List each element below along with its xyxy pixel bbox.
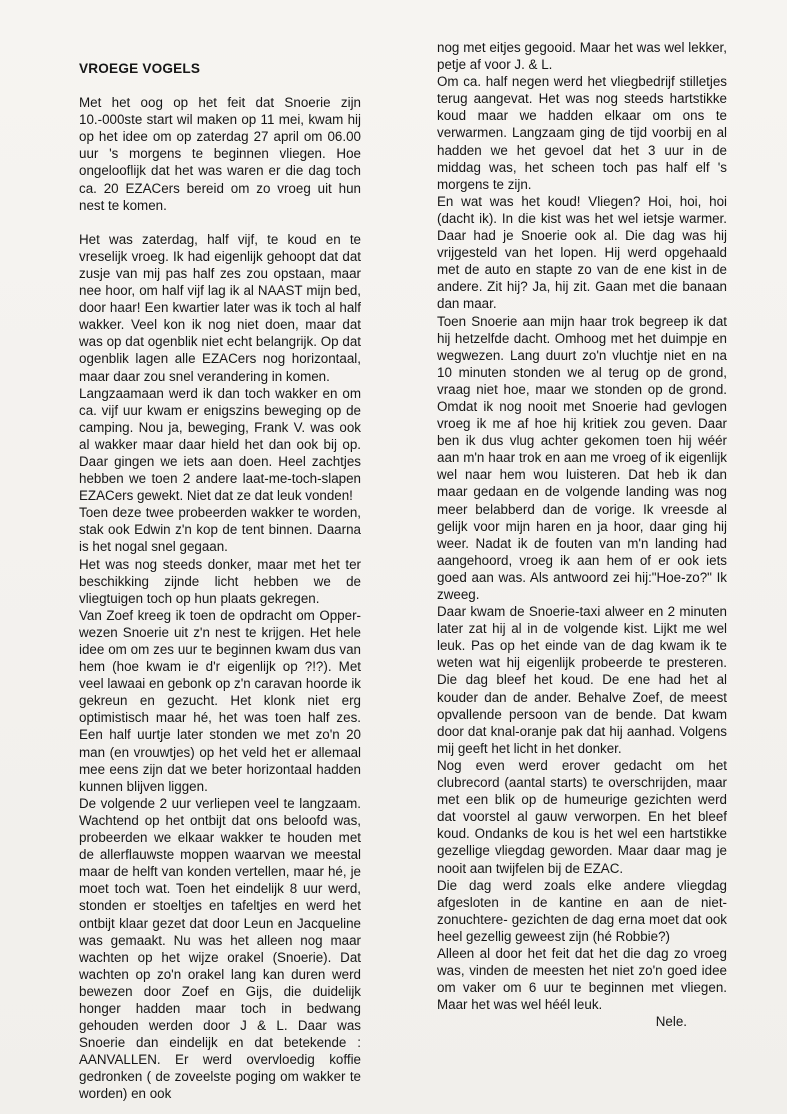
paragraph: Het was nog steeds donker, maar met het ter beschikking zijnde licht hebben we de vliegtuigen toch op hun plaats gekregen. (79, 556, 361, 606)
right-column (437, 39, 727, 1030)
paragraph: Daar kwam de Snoerie-taxi alweer en 2 minuten later zat hij al in de volgende kist. Lijkt me wel leuk. Pas op het einde van de dag kwam ik te weten wat hij eigenlijk probeerde te presteren. Die dag bleef het koud. De ene had het al kouder dan de ander. Behalve Zoef, de meest opvallende persoon van de bende. Dat kwam door dat knal-oranje pak dat hij aanhad. Volgens mij geeft het licht in het donker. (437, 604, 727, 756)
paragraph: Van Zoef kreeg ik toen de opdracht om Opper-wezen Snoerie uit z'n nest te krijgen. Het hele idee om om zes uur te beginnen kwam dus van hem (hoe kwam ie d'r eigenlijk op ?!?). Met veel lawaai en gebonk op z'n caravan hoorde ik gekreun en gezucht. Het klonk niet erg optimistisch maar hé, het was toen half zes. Een half uurtje later stonden we met zo'n 20 man (en vrouwtjes) op het veld het er allemaal mee eens zijn dat we beter horizontaal hadden kunnen blijven liggen. (79, 607, 361, 794)
paragraph: Om ca. half negen werd het vliegbedrijf stilletjes terug aangevat. Het was nog steeds hartstikke koud maar we hadden elkaar om ons te verwarmen. Langzaam ging de tijd voorbij en al hadden we het gevoel dat het 3 uur in de middag was, het scheen toch pas half elf 's morgens te zijn. (437, 74, 727, 192)
article-title: VROEGE VOGELS (79, 61, 201, 76)
paragraph: Toen deze twee probeerden wakker te worden, stak ook Edwin z'n kop de tent binnen. Daarna is het nogal snel gegaan. (79, 505, 361, 555)
paragraph: Toen Snoerie aan mijn haar trok begreep ik dat hij hetzelfde dacht. Omhoog met het duimpje en wegwezen. Lang duurt zo'n vluchtje niet en na 10 minuten stonden we al terug op de grond, vraag niet hoe, maar we stonden op de grond. Omdat ik nog nooit met Snoerie had gevlogen vroeg ik me af hoe hij kritiek zou geven. Daar ben ik dus vlug achter gekomen toen hij wéér aan m'n haar trok en aan me vroeg of ik eigenlijk wel naar hem wou luisteren. Dat heb ik dan maar gedaan en de volgende landing was nog meer belabberd dan de vorige. Ik vreesde al gelijk voor mijn haren en ja hoor, daar ging hij weer. Nadat ik de fouten van m'n landing had aangehoord, vroeg ik aan hem of er ook iets goed aan was. Als antwoord zei hij:"Hoe-zo?" Ik zweeg. (437, 313, 727, 602)
paragraph: Nog even werd erover gedacht om het clubrecord (aantal starts) te overschrijden, maar met een blik op de humeurige gezichten werd dat voorstel al gauw verworpen. En het bleef koud. Ondanks de kou is het wel een hartstikke gezellige vliegdag geworden. Maar daar mag je nooit aan twijfelen bij de EZAC. (437, 757, 727, 876)
paragraph: En wat was het koud! Vliegen? Hoi, hoi, hoi (dacht ik). In die kist was het wel ietsje warmer. Daar had je Snoerie ook al. Die dag was hij vrijgesteld van het lopen. Hij werd opgehaald met de auto en stapte zo van de ene kist in de andere. Zit hij? Ja, hij zit. Gaan met die banaan dan maar. (437, 193, 727, 312)
paragraph: Het was zaterdag, half vijf, te koud en te vreselijk vroeg. Ik had eigenlijk gehoopt dat dat zusje van mij pas half zes zou opstaan, maar nee hoor, om half vijf lag ik al NAAST mijn bed, door haar! Een kwartier later was ik toch al half wakker. Veel kon ik nog niet doen, maar dat was op dat ogenblik niet echt belangrijk. Op dat ogenblik lagen alle EZACers nog horizontaal, maar daar zou snel verandering in komen. (79, 231, 361, 384)
paragraph: De volgende 2 uur verliepen veel te langzaam. Wachtend op het ontbijt dat ons beloofd was, probeerden we elkaar wakker te houden met de allerflauwste moppen waarvan we meestal maar de helft van konden vertellen, maar hé, je moet toch wat. Toen het eindelijk 8 uur werd, stonden er stoeltjes en tafeltjes en werd het ontbijt klaar gezet dat door Leun en Jacqueline was gemaakt. Nu was het alleen nog maar wachten op het wijze orakel (Snoerie). Dat wachten op zo'n orakel lang kan duren werd bewezen door Zoef en Gijs, die duidelijk honger hadden maar toch in bedwang gehouden werden door J & L. Daar was Snoerie dan eindelijk en dat betekende : AANVALLEN. Er werd overvloedig koffie gedronken ( de zoveelste poging om wakker te worden) en ook (79, 795, 361, 1102)
paragraph: Alleen al door het feit dat het die dag zo vroeg was, vinden de meesten het niet zo'n goed idee om vaker om 6 uur te beginnen met vliegen. Maar het was wel héél leuk. (437, 945, 727, 1013)
paragraph: Met het oog op het feit dat Snoerie zijn 10.-000ste start wil maken op 11 mei, kwam hij op het idee om op zaterdag 27 april om 06.00 uur 's morgens te beginnen vliegen. Hoe ongelooflijk dat het was waren er die dag toch ca. 20 EZACers bereid om zo vroeg uit hun nest te komen. (79, 95, 361, 213)
signature: Nele. (655, 1014, 687, 1030)
paragraph: Langzaamaan werd ik dan toch wakker en om ca. vijf uur kwam er enigszins beweging op de camping. Nou ja, beweging, Frank V. was ook al wakker maar daar hield het dan ook bij op. Daar gingen we iets aan doen. Heel zachtjes hebben we toen 2 andere laat-me-toch-slapen EZACers gewekt. Niet dat ze dat leuk vonden! (79, 385, 361, 504)
paragraph: nog met eitjes gegooid. Maar het was wel lekker, petje af voor J. & L. (437, 40, 727, 73)
paragraph: Die dag werd zoals elke andere vliegdag afgesloten in de kantine en aan de niet- zonuchtere- gezichten de dag erna moet dat ook heel gezellig geweest zijn (hé Robbie?) (437, 877, 727, 944)
left-column (79, 56, 361, 1103)
